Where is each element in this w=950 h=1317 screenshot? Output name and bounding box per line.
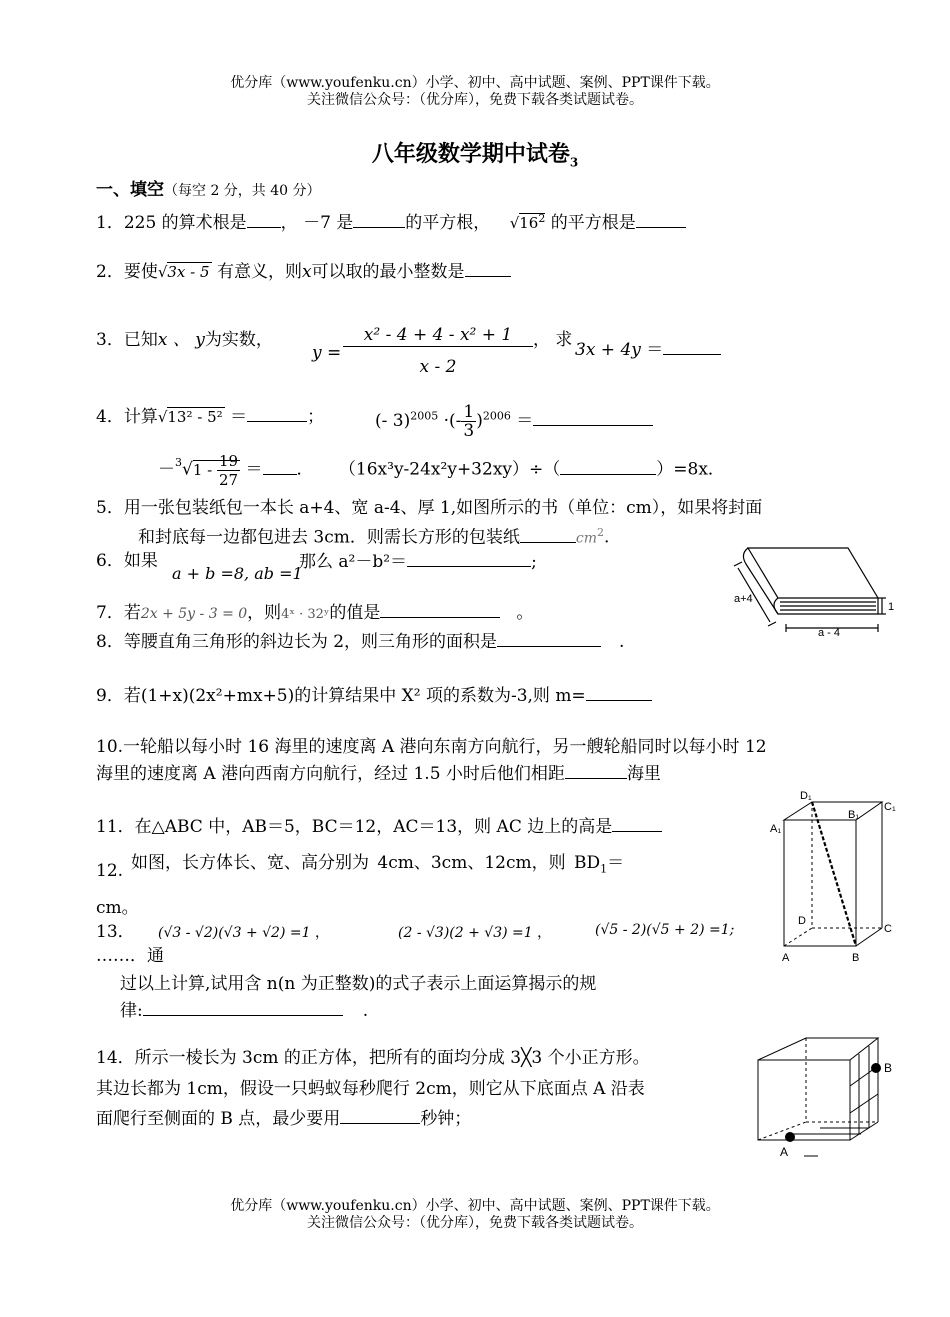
q7-text-b: ，则 [247, 603, 282, 623]
q4b-neg: － [158, 459, 175, 480]
q14-text: 面爬行至侧面的 B 点，最少要用 [96, 1109, 341, 1129]
q5-blank[interactable] [520, 526, 576, 543]
cube-point-b [871, 1063, 881, 1073]
q6-blank[interactable] [407, 550, 531, 567]
question-5-line-2 [138, 522, 609, 550]
question-13 [96, 921, 135, 943]
box-label-b: B [852, 952, 860, 964]
question-12-line-2: cm。 [96, 898, 139, 918]
q5-dot: . [604, 527, 610, 548]
q3-vars: x 、 y [157, 330, 205, 350]
q12-number: 12. [96, 861, 124, 881]
q10-blank[interactable] [565, 762, 627, 779]
q13-e2: (2 - √3)(2 + √3) =1 [398, 925, 533, 941]
q10-text: 海里的速度离 A 港向西南方向航行，经过 1.5 小时后他们相距 [96, 764, 565, 784]
q6-end: ; [531, 552, 537, 572]
question-1: 1．225 的算术根是 ， －7 是 的平方根， $√16^2$ 的平方根是 [96, 208, 686, 234]
q1-text-e: 的平方根是 [550, 213, 636, 233]
q13-e3: (√5 - 2)(√5 + 2) =1; [595, 922, 735, 938]
q7-blank[interactable] [380, 601, 500, 618]
q4-radicand: 13² - 5² [167, 408, 223, 426]
q2-radicand: 3x - 5 [167, 263, 210, 281]
q10-unit: 海里 [626, 764, 661, 784]
q5-text: 和封底每一边都包进去 3cm．则需长方形的包装纸 [138, 527, 520, 548]
q4-mid: ·(- [443, 411, 462, 431]
q2-text-c: 可以取的最小整数是 [311, 262, 465, 282]
q4b-eq: ＝ [245, 459, 263, 480]
q4b-rad-1: 1 - [192, 460, 213, 479]
question-8 [96, 630, 624, 653]
q7-text-a: 7．若 [96, 603, 141, 623]
q6-ask [299, 550, 537, 573]
q6-condition: a + b =8, ab =1 [172, 564, 303, 583]
q11-blank[interactable] [612, 815, 662, 832]
book-width-label: a - 4 [818, 627, 841, 639]
box-label-d1: D₁ [800, 790, 812, 802]
title-main: 八年级数学期中试卷 [371, 141, 570, 167]
q2-text-a: 2．要使 [96, 262, 158, 282]
q4b-poly: （16x³y-24x²y+32xy）÷（ [338, 459, 561, 480]
question-6 [96, 550, 158, 572]
question-14-line-1: 14．所示一棱长为 3cm 的正方体，把所有的面均分成 3╳3 个小正方形。 [96, 1048, 650, 1068]
q9-text: 9．若(1+x)(2x²+mx+5)的计算结果中 X² 项的系数为-3,则 m= [96, 686, 586, 706]
q4-eq2: ＝ [516, 411, 534, 431]
q8-blank[interactable] [497, 630, 601, 647]
question-14-line-3 [96, 1107, 471, 1130]
box-figure [770, 788, 900, 968]
q4-eq: ＝ [230, 407, 248, 427]
q3-blank[interactable] [663, 338, 721, 355]
q12-sub: 1 [600, 862, 608, 876]
q7-expr: 4ˣ · 32ʸ [281, 607, 330, 622]
q13-expr-1 [158, 922, 329, 942]
q13-e1: (√3 - √2)(√3 + √2) =1 [158, 925, 311, 941]
q4b-frac-num: 19 [219, 452, 239, 470]
question-7 [96, 601, 533, 626]
q13-expr-2 [398, 922, 551, 942]
cube-label-b: B [884, 1061, 893, 1075]
question-10-line-1: 10.一轮船以每小时 16 海里的速度离 A 港向东南方向航行，另一艘轮船同时以每小时 12 [96, 737, 767, 757]
q13-s2: ， [537, 925, 552, 941]
q4-power-expr [375, 403, 653, 440]
q3-expr: 3x + 4y [575, 340, 641, 360]
cube-figure [748, 1030, 898, 1165]
q6-text-a: 6．如果 [96, 551, 158, 571]
book-length-label: a+4 [734, 593, 753, 605]
q4b-dot: ． [296, 459, 314, 480]
question-10-line-2 [96, 762, 661, 785]
header-line-1: 优分库（www.youfenku.cn）小学、初中、高中试题、案例、PPT课件下载。 [230, 75, 720, 91]
question-3-intro [96, 329, 273, 351]
q3-expr-line [575, 338, 721, 361]
q11-text: 11．在△ABC 中，AB＝5，BC＝12，AC＝13，则 AC 边上的高是 [96, 817, 613, 837]
q3-numerator: x² - 4 + 4 - x² + 1 [343, 324, 533, 347]
q4-blank-1[interactable] [247, 405, 307, 422]
q6-text-b: 那么 a²－b²＝ [299, 552, 408, 572]
book-figure [728, 542, 898, 642]
q2-var: x [301, 262, 312, 282]
q4-sep: ； [307, 407, 325, 427]
q8-end: . [619, 632, 625, 652]
q1-blank-2[interactable] [353, 211, 405, 228]
box-label-a1: A₁ [770, 823, 782, 835]
question-2: 2．要使√3x - 5 有意义，则x可以取的最小整数是 [96, 260, 511, 283]
q8-text: 8．等腰直角三角形的斜边长为 2，则三角形的面积是 [96, 632, 498, 652]
page-title [0, 137, 950, 169]
q4-base: (- 3) [375, 411, 411, 431]
header-line-2: 关注微信公众号：（优分库），免费下载各类试题试卷。 [307, 92, 643, 108]
q3-y-label: y = [312, 343, 342, 363]
q3-eq: ＝ [646, 340, 664, 360]
q1-blank-3[interactable] [636, 211, 686, 228]
q1-blank-1[interactable] [247, 211, 281, 228]
q2-text-b: 有意义，则 [216, 262, 302, 282]
q13-expr-3 [595, 922, 734, 938]
question-13-line-3: 过以上计算,试用含 n(n 为正整数)的式子表示上面运算揭示的规 [120, 974, 597, 994]
q1-text-c: 的平方根， [405, 213, 491, 233]
q13-end: . [362, 1001, 369, 1021]
q14-end: 秒钟； [420, 1109, 472, 1129]
question-13-line-2: ……．通 [96, 946, 164, 966]
section-note: （每空 2 分，共 40 分） [164, 183, 321, 199]
q4b-frac-den: 27 [219, 471, 239, 489]
q4b-blank-2[interactable] [560, 458, 656, 475]
book-thick-label: 1 [888, 601, 895, 613]
q4-text-a: 4．计算 [96, 407, 158, 427]
question-4: 4．计算√13² - 5² ＝ ； [96, 407, 325, 427]
box-label-a: A [782, 952, 790, 964]
q7-text-c: 的值是 [329, 603, 381, 623]
q12-eq: ＝ [607, 853, 625, 873]
q12-text: 如图，长方体长、宽、高分别为 4cm、3cm、12cm，则 BD [131, 853, 601, 873]
q7-condition: 2x + 5y - 3 = 0 [140, 606, 248, 622]
question-14-line-2: 其边长都为 1cm，假设一只蚂蚁每秒爬行 2cm，则它从下底面点 A 沿表 [96, 1079, 645, 1099]
box-label-c1: C₁ [884, 801, 896, 813]
q1-radicand: 16 [519, 214, 539, 232]
title-sub: 3 [569, 155, 579, 170]
q5-unit-exp: 2 [597, 526, 604, 539]
footer-line-1: 优分库（www.youfenku.cn）小学、初中、高中试题、案例、PPT课件下载。 [230, 1198, 720, 1214]
question-11 [96, 815, 662, 838]
q3-text-b: 为实数， [204, 330, 273, 350]
q13-s1: ， [314, 925, 329, 941]
q1-text-b: ， －7 是 [280, 213, 354, 233]
q13-blank[interactable] [143, 999, 343, 1016]
q4b-blank-1[interactable] [263, 458, 297, 475]
box-label-b1: B₁ [848, 809, 860, 821]
q4-blank-2[interactable] [533, 409, 653, 426]
q13-number: 13． [96, 922, 135, 942]
section-heading [96, 179, 321, 202]
question-5-line-1: 5．用一张包装纸包一本长 a+4、宽 a-4、厚 1,如图所示的书（单位：cm），如果将封面 [96, 498, 763, 518]
q14-blank[interactable] [340, 1107, 420, 1124]
q4-frac-den: 3 [463, 421, 475, 441]
footer-line-2: 关注微信公众号：（优分库），免费下载各类试题试卷。 [307, 1215, 643, 1231]
box-label-c: C [884, 923, 892, 935]
section-label: 一、填空 [96, 180, 164, 200]
cube-point-a [785, 1132, 795, 1142]
q3-text-a: 3．已知 [96, 330, 158, 350]
q4-close: ) [476, 411, 483, 431]
q4-exp1: 2005 [410, 409, 439, 423]
question-12 [131, 852, 624, 880]
box-label-d: D [798, 915, 806, 927]
q4-frac-num: 1 [463, 402, 475, 422]
q1-text-a: 1．225 的算术根是 [96, 213, 247, 233]
q13-rule-label: 律: [120, 1001, 143, 1021]
q4b-index: 3 [175, 456, 182, 469]
question-13-line-4 [120, 999, 368, 1022]
q3-denominator: x - 2 [419, 357, 457, 377]
q9-blank[interactable] [586, 684, 652, 701]
q5-unit: cm [575, 530, 597, 547]
q4-exp2: 2006 [482, 409, 511, 423]
q2-blank[interactable] [465, 260, 511, 277]
question-9 [96, 684, 652, 707]
q4b-end: ）=8x． [656, 459, 725, 480]
q3-text-c: ， 求 [533, 330, 573, 350]
cube-label-a: A [780, 1145, 789, 1159]
q7-end: 。 [516, 603, 534, 623]
question-4b: －$^3$√1 - $\frac{19}{27}$ ＝ ． （16x³y-24x²y+32xy）÷（ ）=8x． [158, 452, 725, 489]
q3-ask [533, 329, 572, 351]
